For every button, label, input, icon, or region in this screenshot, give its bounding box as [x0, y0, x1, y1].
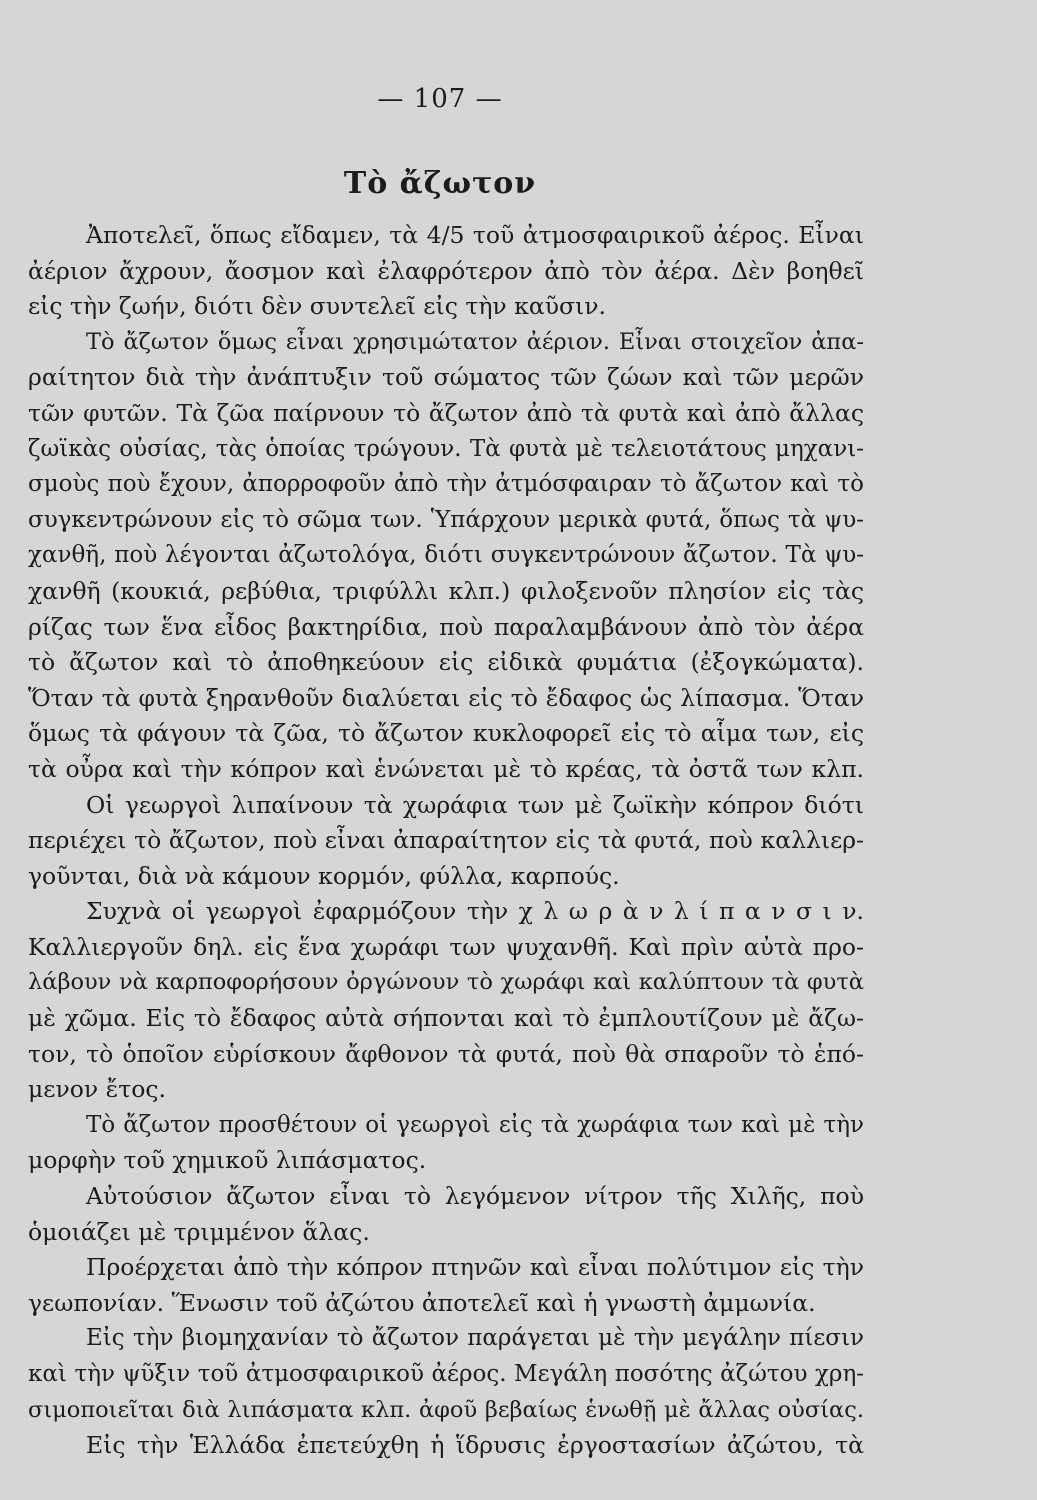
text-line: Καλλιεργοῦν δηλ. εἰς ἕνα χωράφι των ψυχανθῆ. Καὶ πρὶν αὐτὰ προ-: [28, 932, 864, 961]
text-line: περιέχει τὸ ἄζωτον, ποὺ εἶναι ἀπαραίτητον εἰς τὰ φυτά, ποὺ καλλιερ-: [28, 826, 864, 855]
text-line: Οἱ γεωργοὶ λιπαίνουν τὰ χωράφια των μὲ ζωϊκὴν κόπρον διότι: [86, 790, 864, 819]
text-line: ἀέριον ἄχρουν, ἄοσμον καὶ ἐλαφρότερον ἀπὸ τὸν ἀέρα. Δὲν βοηθεῖ: [28, 256, 864, 285]
text-line: τῶν φυτῶν. Τὰ ζῶα παίρνουν τὸ ἄζωτον ἀπὸ τὰ φυτὰ καὶ ἀπὸ ἄλλας: [28, 398, 864, 427]
text-line: Προέρχεται ἀπὸ τὴν κόπρον πτηνῶν καὶ εἶναι πολύτιμον εἰς τὴν: [86, 1253, 864, 1282]
text-line: ραίτητον διὰ τὴν ἀνάπτυξιν τοῦ σώματος τῶν ζώων καὶ τῶν μερῶν: [28, 363, 864, 392]
text-line: μὲ χῶμα. Εἰς τὸ ἔδαφος αὐτὰ σήπονται καὶ τὸ ἐμπλουτίζουν μὲ ἄζω-: [28, 1004, 864, 1033]
text-line: Τὸ ἄζωτον προσθέτουν οἱ γεωργοὶ εἰς τὰ χωράφια των καὶ μὲ τὴν: [86, 1111, 864, 1138]
text-line: γοῦνται, διὰ νὰ κάμουν κορμόν, φύλλα, καρπούς.: [28, 861, 620, 890]
text-line: εἰς τὴν ζωήν, διότι δὲν συντελεῖ εἰς τὴν καῦσιν.: [28, 292, 607, 321]
text-line: καὶ τὴν ψῦξιν τοῦ ἀτμοσφαιρικοῦ ἀέρος. Μεγάλη ποσότης ἀζώτου χρη-: [28, 1361, 864, 1387]
text-line: Συχνὰ οἱ γεωργοὶ ἐφαρμόζουν τὴν χ λ ω ρ ὰ ν λ ί π α ν σ ι ν.: [86, 897, 864, 926]
text-line: ρίζας των ἕνα εἶδος βακτηρίδια, ποὺ παραλαμβάνουν ἀπὸ τὸν ἀέρα: [28, 612, 864, 641]
text-line: ὁμοιάζει μὲ τριμμένον ἅλας.: [28, 1217, 370, 1246]
text-line: ὅμως τὰ φάγουν τὰ ζῶα, τὸ ἄζωτον κυκλοφορεῖ εἰς τὸ αἷμα των, εἰς: [28, 719, 864, 748]
text-line: γεωπονίαν. Ἕνωσιν τοῦ ἀζώτου ἀποτελεῖ καὶ ἡ γνωστὴ ἀμμωνία.: [28, 1288, 816, 1317]
text-line: σμοὺς ποὺ ἔχουν, ἀπορροφοῦν ἀπὸ τὴν ἀτμόσφαιραν τὸ ἄζωτον καὶ τὸ: [28, 471, 864, 498]
text-line: Τὸ ἄζωτον ὅμως εἶναι χρησιμώτατον ἀέριον. Εἶναι στοιχεῖον ἀπα-: [86, 328, 864, 355]
text-line: τὸ ἄζωτον καὶ τὸ ἀποθηκεύουν εἰς εἰδικὰ φυμάτια (ἐξογκώματα).: [28, 648, 864, 677]
text-line: μορφὴν τοῦ χημικοῦ λιπάσματος.: [28, 1146, 427, 1175]
text-line: χανθῆ (κουκιά, ρεβύθια, τριφύλλι κλπ.) φιλοξενοῦν πλησίον εἰς τὰς: [28, 576, 864, 605]
text-line: μενον ἔτος.: [28, 1075, 167, 1104]
text-line: Ἀποτελεῖ, ὅπως εἴδαμεν, τὰ 4/5 τοῦ ἀτμοσφαιρικοῦ ἀέρος. Εἶναι: [86, 221, 864, 249]
text-line: λάβουν νὰ καρποφορήσουν ὀργώνουν τὸ χωράφι καὶ καλύπτουν τὰ φυτὰ: [28, 969, 864, 996]
section-title: Τὸ ἄζωτον: [343, 166, 537, 201]
text-line: συγκεντρώνουν εἰς τὸ σῶμα των. Ὑπάρχουν μερικὰ φυτά, ὅπως τὰ ψυ-: [28, 506, 864, 533]
text-line: σιμοποιεῖται διὰ λιπάσματα κλπ. ἀφοῦ βεβαίως ἑνωθῇ μὲ ἄλλας οὐσίας.: [28, 1396, 864, 1423]
text-line: ζωϊκὰς οὐσίας, τὰς ὁποίας τρώγουν. Τὰ φυτὰ μὲ τελειοτάτους μηχανι-: [28, 435, 864, 462]
body-text: [28, 218, 864, 1464]
text-line: Εἰς τὴν βιομηχανίαν τὸ ἄζωτον παράγεται μὲ τὴν μεγάλην πίεσιν: [86, 1325, 864, 1352]
text-line: Εἰς τὴν Ἑλλάδα ἐπετεύχθη ἡ ἵδρυσις ἐργοστασίων ἀζώτου, τὰ: [86, 1431, 864, 1460]
text-line: τὰ οὖρα καὶ τὴν κόπρον καὶ ἑνώνεται μὲ τὸ κρέας, τὰ ὀστᾶ των κλπ.: [28, 754, 864, 783]
page-number: — 107 —: [377, 84, 503, 114]
text-line: Ὅταν τὰ φυτὰ ξηρανθοῦν διαλύεται εἰς τὸ ἔδαφος ὡς λίπασμα. Ὅταν: [28, 683, 864, 712]
text-line: χανθῆ, ποὺ λέγονται ἀζωτολόγα, διότι συγκεντρώνουν ἄζωτον. Τὰ ψυ-: [28, 542, 864, 569]
text-line: τον, τὸ ὁποῖον εὑρίσκουν ἄφθονον τὰ φυτά, ποὺ θὰ σπαροῦν τὸ ἑπό-: [28, 1039, 864, 1068]
text-line: Αὐτούσιον ἄζωτον εἶναι τὸ λεγόμενον νίτρον τῆς Χιλῆς, ποὺ: [86, 1182, 864, 1211]
